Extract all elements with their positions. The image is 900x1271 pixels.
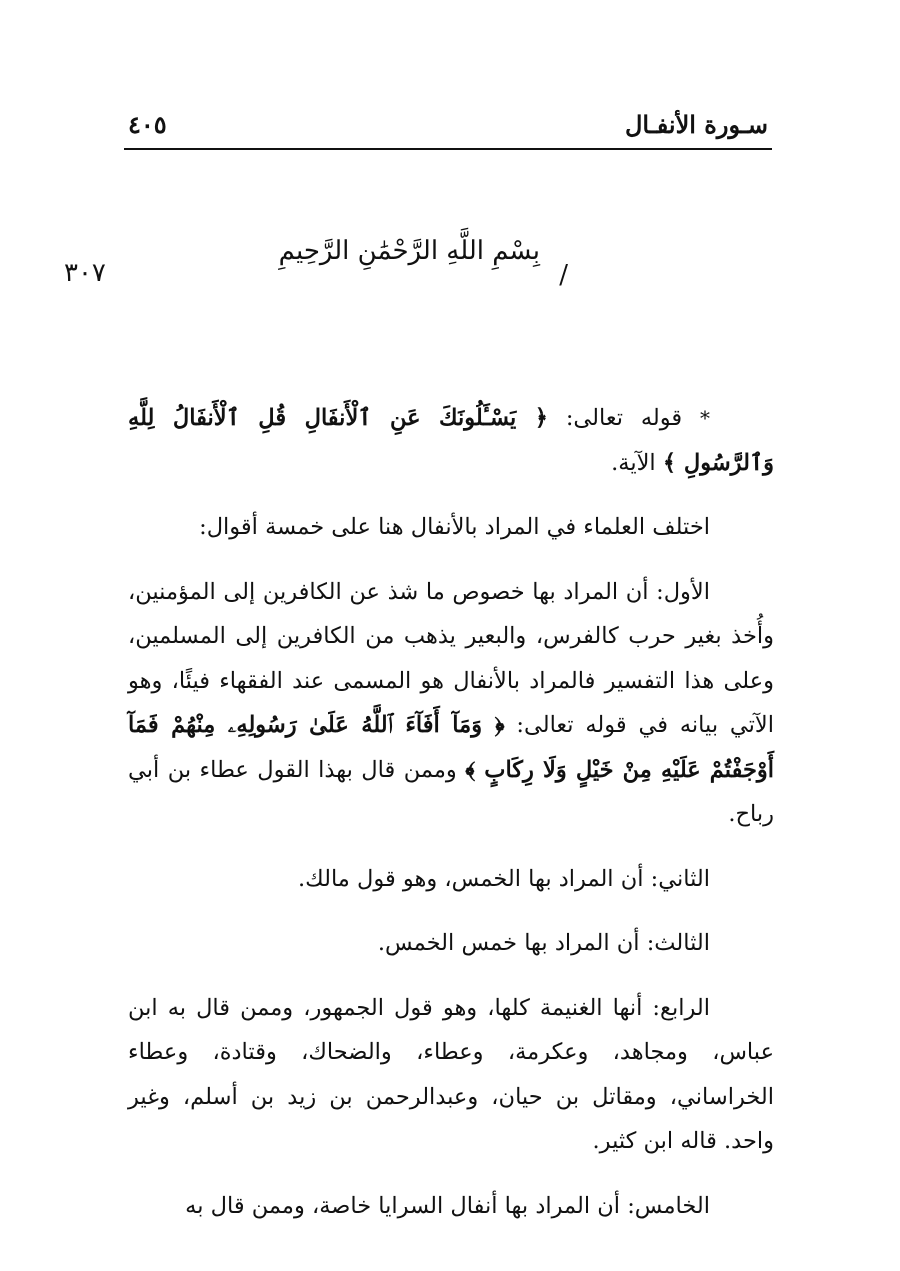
- basmala-block: [278, 230, 570, 290]
- page-number: ٤٠٥: [128, 110, 167, 139]
- paragraph-second-opinion: الثاني: أن المراد بها الخمس، وهو قول مالك.: [297, 865, 710, 892]
- margin-page-number: ٣٠٧: [64, 258, 106, 288]
- quran-verse: ﴿ وَمَآ أَفَآءَ ٱللَّهُ عَلَىٰ رَسُولِهِۦ مِنْهُمْ فَمَآ أَوْجَفْتُمْ عَلَيْهِ مِنْ خَيْلٍ وَلَا رِكَابٍ ﴾: [128, 712, 774, 783]
- first-opinion-text: الأول: أن المراد بها خصوص ما شذ عن الكافرين إلى المؤمنين، وأُخذ بغير حرب كالفرس، والبعير يذهب من الكافرين إلى المسلمين، وعلى هذا التفسير فالمراد بالأنفال هو المسمى عند الفقهاء فيئًا، وهو الآتي بيانه في قوله تعالى:: [128, 578, 775, 738]
- slash-mark: /: [559, 260, 568, 290]
- paragraph-third-opinion: الثالث: أن المراد بها خمس الخمس.: [377, 930, 710, 956]
- paragraph-fourth-opinion: الرابع: أنها الغنيمة كلها، وهو قول الجمهور، وممن قال به ابن عباس، ومجاهد، وعكرمة، وعطاء، والضحاك، وقتادة، وعطاء الخراساني، ومقاتل بن حيان، وعبدالرحمن بن زيد بن أسلم، وغير واحد. قاله ابن كثير.: [128, 994, 774, 1154]
- verse-intro-paragraph: [128, 396, 774, 485]
- intro-tail: الآية.: [611, 449, 663, 476]
- surah-title: سـورة الأنفـال: [624, 110, 768, 139]
- star-marker: *: [700, 406, 710, 430]
- paragraph-first-opinion: [128, 570, 774, 837]
- page-header: [124, 100, 772, 150]
- commentary-body: [128, 396, 774, 1248]
- basmala: بِسْمِ اللَّهِ الرَّحْمَٰنِ الرَّحِيمِ: [278, 236, 540, 266]
- quran-verse: ﴿ يَسْـَٔلُونَكَ عَنِ ٱلْأَنفَالِ قُلِ ٱلْأَنفَالُ لِلَّهِ وَٱلرَّسُولِ ﴾: [128, 405, 774, 476]
- paragraph-fifth-opinion: الخامس: أن المراد بها أنفال السرايا خاصة، وممن قال به: [185, 1192, 710, 1219]
- intro-lead: قوله تعالى:: [548, 405, 700, 431]
- first-opinion-tail: وممن قال بهذا القول عطاء بن أبي رباح.: [128, 756, 774, 827]
- paragraph-summary: اختلف العلماء في المراد بالأنفال هنا على خمسة أقوال:: [199, 514, 710, 540]
